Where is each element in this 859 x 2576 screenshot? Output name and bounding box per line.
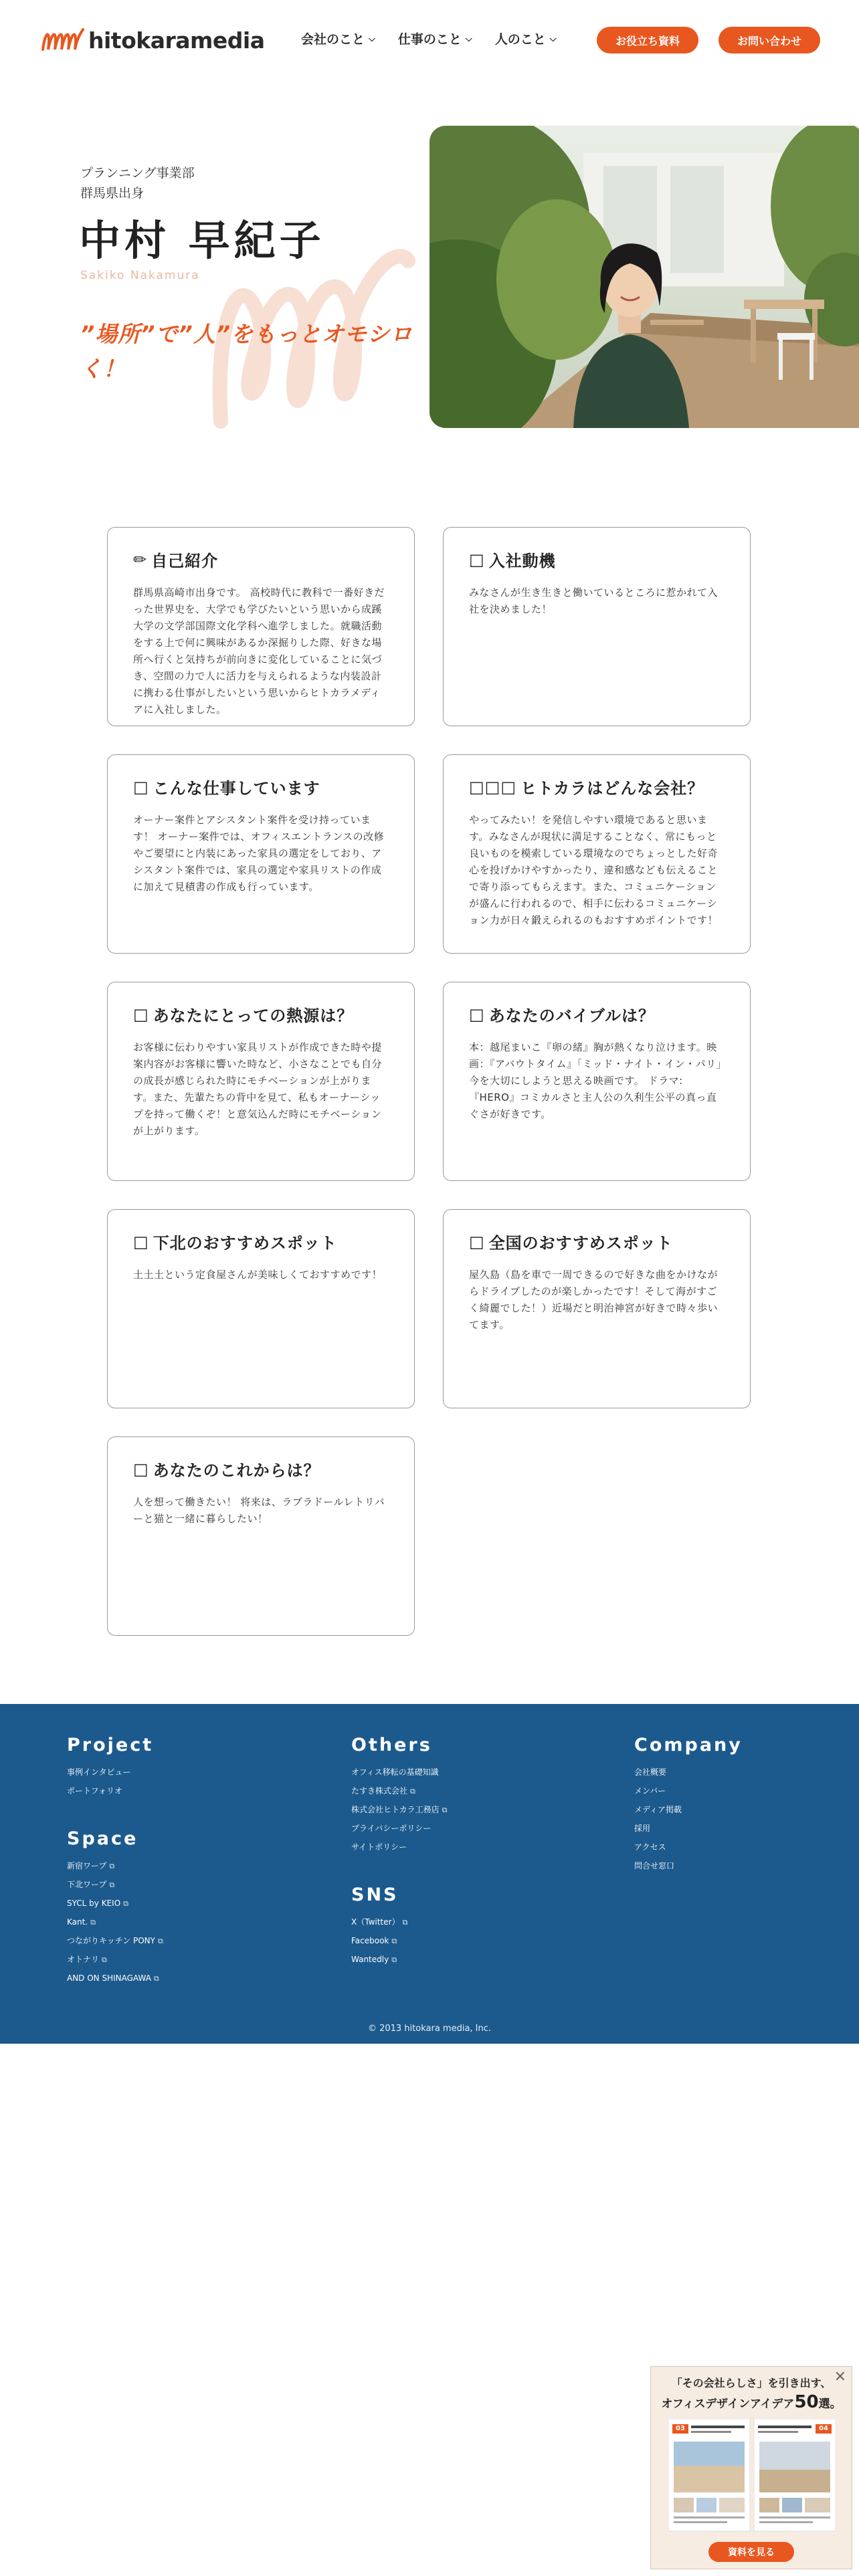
footer-link[interactable]: 会社概要 (634, 1767, 667, 1777)
chevron-down-icon: ⌵ (465, 34, 472, 44)
resources-button[interactable]: お役立ち資料 (597, 27, 698, 53)
card-title-text: あなたのバイブルは？ (488, 1006, 656, 1025)
nav-work[interactable] (398, 29, 472, 47)
footer-link-text: SYCL by KEIO (67, 1899, 121, 1908)
popup-headline: 「その会社らしさ」を引き出す、 (671, 2377, 832, 2389)
chevron-down-icon: ⌵ (549, 34, 557, 44)
hero-tagline: ”場所”で”人”をもっとオモシロく！ (80, 321, 413, 382)
footer-link[interactable]: ポートフォリオ (67, 1786, 122, 1796)
footer-heading-space: Space (67, 1828, 138, 1849)
external-link-icon: ⧉ (157, 1937, 163, 1945)
card-national-spot (443, 1209, 751, 1408)
popup-badge-left: 03 (676, 2425, 685, 2432)
nav-people-label: 人のこと (494, 32, 546, 47)
nav-company[interactable] (301, 29, 375, 47)
portrait-photo (430, 126, 859, 428)
card-body: 土土土という定食屋さんが美味しくておすすめです！ (133, 1269, 383, 1281)
logo-mark-icon (39, 23, 86, 58)
card-body: 群馬県高崎市出身です。 高校時代に教科で一番好きだった世界史を、大学でも学びたいという思いから成蹊大学の文学部国際文化学科へ進学しました。就職活動をする上で何に興味があるか深掘りした際、好きな場所へ行くと気持ちが前向きに変化していることに気づき、空間の力で人に活力を与えられるような内装設計に携わる仕事がしたいという思いからヒトカラメディアに入社しました。 (133, 586, 385, 716)
contact-button[interactable]: お問い合わせ (719, 27, 820, 53)
pencil-icon: ✏ (133, 550, 148, 569)
brochure-preview-image (668, 2419, 836, 2533)
footer-link-text: Facebook (351, 1936, 389, 1945)
footer-link[interactable]: 採用 (634, 1824, 651, 1833)
footer-link-text: Wantedly (351, 1955, 389, 1964)
card-title (133, 1002, 389, 1026)
footer-heading-sns: SNS (351, 1885, 399, 1905)
footer-link-text: Kant. (67, 1917, 88, 1927)
footer-link[interactable] (351, 1800, 448, 1819)
footer-link[interactable] (67, 1875, 163, 1894)
emoji-placeholder-icon: □ (469, 1004, 485, 1024)
card-title (133, 1457, 389, 1481)
footer-link[interactable] (351, 1950, 407, 1969)
external-link-icon: ⧉ (123, 1899, 128, 1908)
card-motivation (443, 527, 751, 726)
card-title-text: 全国のおすすめスポット (488, 1234, 673, 1253)
portrait-illustration (430, 126, 859, 428)
footer-link[interactable] (351, 1931, 407, 1950)
card-title-text: 下北のおすすめスポット (153, 1234, 337, 1253)
footer-link-text: たすき株式会社 (351, 1786, 408, 1796)
footer-link-text: オトナリ (67, 1955, 100, 1964)
footer-link-text: X（Twitter） (351, 1917, 400, 1927)
footer-link[interactable]: 問合せ窓口 (634, 1861, 675, 1870)
footer-link[interactable]: オフィス移転の基礎知識 (351, 1767, 439, 1777)
footer-link-text: 新宿ワープ (67, 1861, 107, 1870)
close-icon[interactable]: × (834, 2368, 846, 2385)
download-popup[interactable] (650, 2366, 852, 2569)
origin: 群馬県出身 (80, 186, 145, 201)
site-header (0, 0, 859, 80)
external-link-icon: ⧉ (402, 1918, 408, 1927)
card-title (133, 1230, 389, 1253)
card-body: 屋久島（島を車で一周できるので好きな曲をかけながらドライブしたのが楽しかったです！そして海がすごく綺麗でした！）近場だと明治神宮が好きで時々歩いてます。 (469, 1269, 719, 1331)
card-work (107, 754, 415, 954)
nav-people[interactable] (495, 29, 557, 47)
footer-link-text: 株式会社ヒトカラ工務店 (351, 1805, 440, 1814)
card-title-text: こんな仕事しています (153, 779, 320, 798)
footer-list-space (67, 1856, 163, 1988)
card-body: 人を想って働きたい！ 将来は、ラブラドールレトリバーと猫と一緒に暮らしたい！ (133, 1496, 385, 1525)
card-body: オーナー案件とアシスタント案件を受け持っています！ オーナー案件では、オフィスエントランスの改修やご要望にと内装にあった家具の選定をしており、アシスタント案件では、家具の選定や家具リストの作成に加えて見積書の作成も行っています。 (133, 814, 385, 893)
footer-link[interactable] (351, 1782, 448, 1800)
emoji-placeholder-icon: □ (133, 1004, 149, 1024)
emoji-placeholder-icon: □□□ (469, 777, 517, 796)
emoji-placeholder-icon: □ (133, 1232, 149, 1251)
footer-link[interactable] (67, 1856, 163, 1875)
hero-meta (80, 163, 195, 203)
card-future (107, 1436, 415, 1636)
card-body: お客様に伝わりやすい家具リストが作成できた時や提案内容がお客様に響いた時など、小さなことでも自分の成長が感じられた時にモチベーションが上がります。また、先輩たちの背中を見て、私もオーナーシップを持って働くぞ！と意気込んだ時にモチベーションが上がります。 (133, 1041, 383, 1137)
footer-heading-project: Project (67, 1735, 154, 1755)
footer-list-company (634, 1763, 682, 1875)
emoji-placeholder-icon: □ (469, 1232, 485, 1251)
main-nav (301, 29, 557, 47)
footer-heading-others: Others (351, 1735, 432, 1755)
footer-link[interactable]: メディア掲載 (634, 1805, 682, 1814)
card-title (469, 548, 725, 571)
person-name-roman: Sakiko Nakamura (80, 269, 200, 282)
popup-sub-suffix: 選。 (818, 2397, 842, 2411)
external-link-icon: ⧉ (153, 1974, 159, 1983)
nav-company-label: 会社のこと (301, 32, 365, 47)
external-link-icon: ⧉ (109, 1881, 115, 1889)
footer-heading-company: Company (634, 1735, 743, 1755)
footer-link[interactable] (351, 1913, 407, 1931)
card-self-intro (107, 527, 415, 726)
external-link-icon: ⧉ (391, 1937, 397, 1945)
footer-link[interactable] (67, 1950, 163, 1969)
copyright: © 2013 hitokara media, Inc. (367, 2024, 492, 2034)
external-link-icon: ⧉ (102, 1955, 107, 1964)
card-title-text: 入社動機 (488, 552, 556, 570)
footer-link[interactable] (67, 1894, 163, 1913)
popup-subheadline (651, 2392, 852, 2412)
card-bible (443, 982, 751, 1181)
card-title (469, 1002, 725, 1026)
view-document-button[interactable]: 資料を見る (708, 2542, 794, 2562)
card-shimokita-spot (107, 1209, 415, 1408)
footer-link[interactable] (67, 1931, 163, 1950)
footer-link[interactable]: サイトポリシー (351, 1842, 407, 1852)
card-title (133, 775, 389, 798)
site-logo[interactable] (39, 23, 264, 58)
external-link-icon: ⧉ (442, 1806, 448, 1814)
card-title-text: 自己紹介 (151, 552, 219, 570)
emoji-placeholder-icon: □ (133, 1459, 149, 1479)
footer-link[interactable]: メンバー (634, 1786, 666, 1796)
card-title-text: あなたのこれからは？ (153, 1461, 320, 1480)
department: プランニング事業部 (80, 166, 195, 181)
logo-text: hitokaramedia (88, 27, 265, 53)
card-body: 本：越尾まいこ『卵の緒』胸が熱くなり泣けます。映画：『アバウトタイム』「ミッド・ナイト・イン・パリ」今を大切にしようと思える映画です。 ドラマ:『HERO』コミカルさと主人公の久利生公平の真っ直ぐさが好きです。 (469, 1041, 722, 1120)
card-title (469, 775, 725, 798)
card-body: みなさんが生き生きと働いているところに惹かれて入社を決めました！ (469, 586, 719, 615)
chevron-down-icon: ⌵ (369, 34, 375, 44)
popup-badge-right: 04 (819, 2425, 828, 2432)
emoji-placeholder-icon: □ (133, 777, 149, 796)
card-title (133, 548, 389, 571)
card-title-text: ヒトカラはどんな会社？ (520, 779, 704, 798)
external-link-icon: ⧉ (410, 1787, 415, 1796)
footer-list-others (351, 1763, 448, 1856)
card-company (443, 754, 751, 954)
footer-link[interactable]: プライバシーポリシー (351, 1824, 432, 1833)
external-link-icon: ⧉ (90, 1918, 96, 1927)
external-link-icon: ⧉ (109, 1862, 115, 1870)
footer-link[interactable] (67, 1969, 163, 1988)
footer-link-text: つながりキッチン PONY (67, 1936, 155, 1945)
card-title-text: あなたにとっての熱源は？ (153, 1006, 354, 1025)
footer-list-sns (351, 1913, 407, 1969)
external-link-icon: ⧉ (391, 1955, 397, 1964)
card-passion (107, 982, 415, 1181)
popup-sub-number: 50 (794, 2392, 819, 2412)
footer-link[interactable]: アクセス (634, 1842, 666, 1852)
card-body: やってみたい！を発信しやすい環境であると思います。みなさんが現状に満足することなく、常にもっと良いものを模索している環境なのでちょっとした好奇心を投げかけやすかったり、違和感なども伝えることで寄り添ってもらえます。また、コミュニケーションが盛んに行われるので、相手に伝わるコミュニケーション力が日々鍛えられるのもおすすめポイントです！ (469, 814, 719, 926)
footer-link[interactable]: 事例インタビュー (67, 1767, 131, 1777)
footer-link-text: AND ON SHINAGAWA (67, 1973, 151, 1983)
person-name: 中村 早紀子 (79, 216, 325, 265)
emoji-placeholder-icon: □ (469, 550, 485, 569)
card-title (469, 1230, 725, 1253)
nav-work-label: 仕事のこと (397, 32, 462, 47)
site-footer (0, 1704, 859, 2044)
footer-link-text: 下北ワープ (67, 1880, 107, 1889)
footer-list-project (67, 1763, 131, 1800)
footer-link[interactable] (67, 1913, 163, 1931)
popup-sub-text: オフィスデザインアイデア (661, 2397, 795, 2411)
